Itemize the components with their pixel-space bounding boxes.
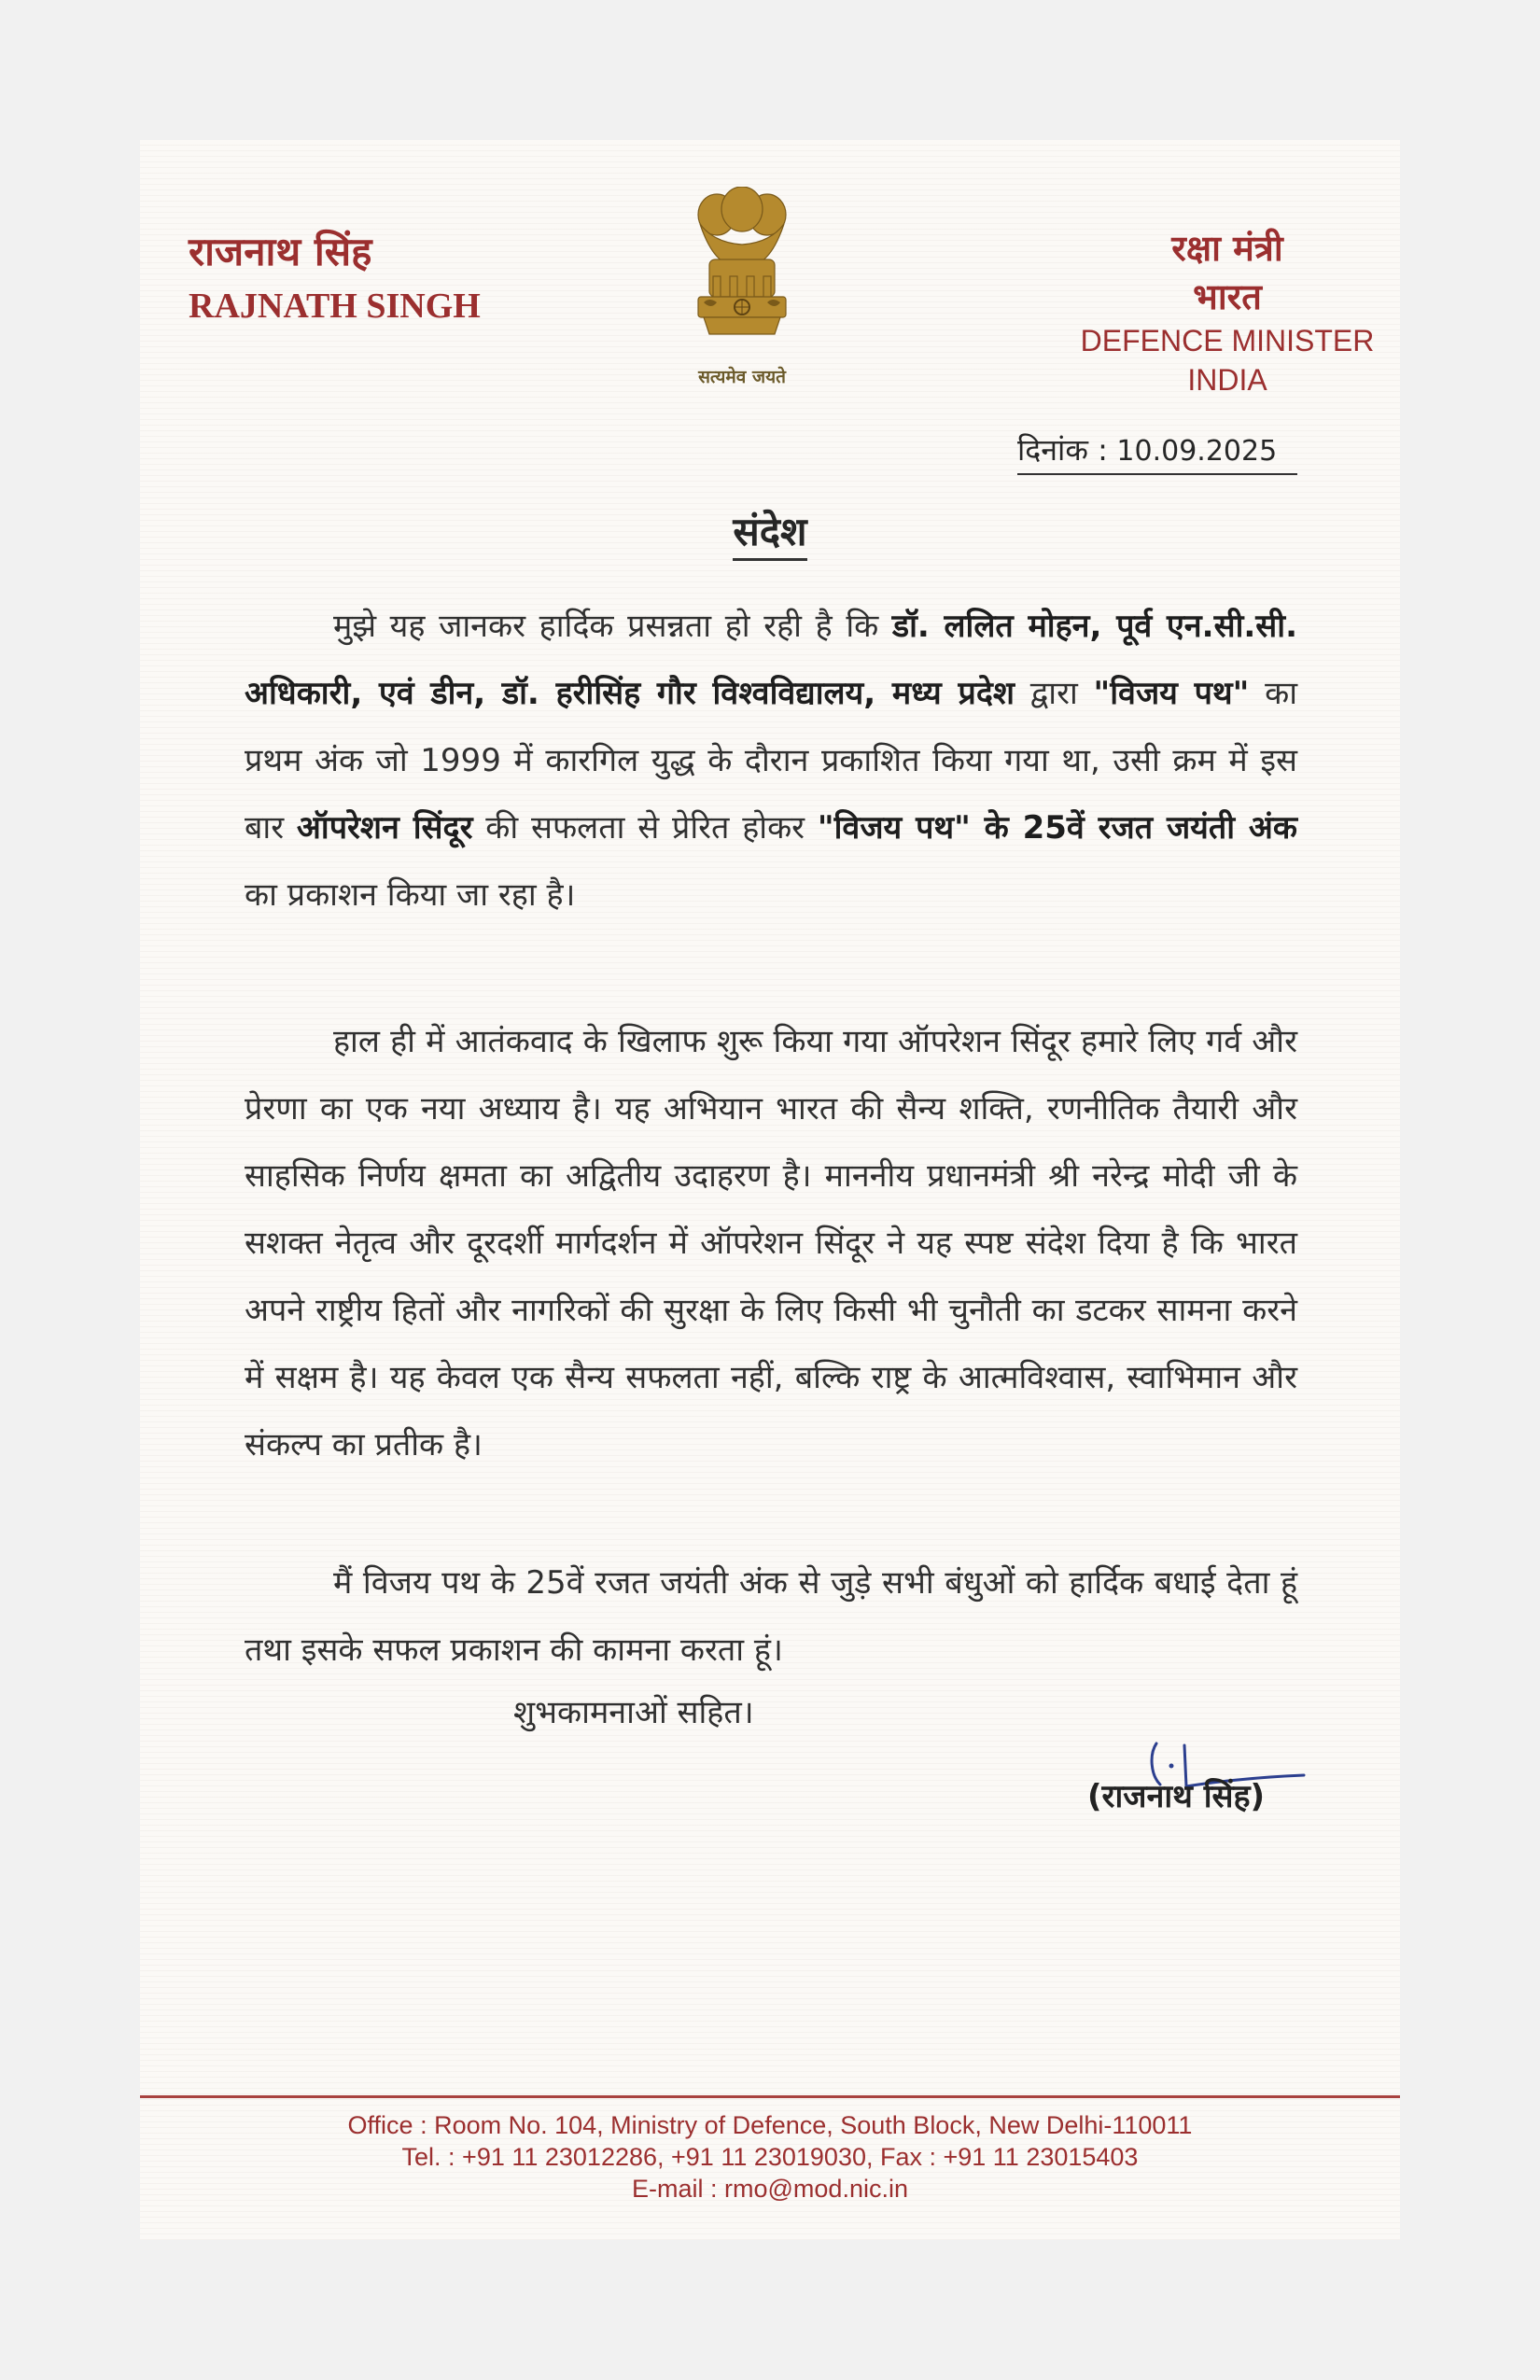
message-paragraph-2: हाल ही में आतंकवाद के खिलाफ शुरू किया गया ऑपरेशन सिंदूर हमारे लिए गर्व और प्रेरणा का एक नया अध्याय है। यह अभियान भारत की सैन्य शक्ति, रणनीतिक तैयारी और साहसिक निर्णय क्षमता का अद्वितीय उदाहरण है। माननीय प्रधानमंत्री श्री नरेन्द्र मोदी जी के सशक्त नेतृत्व और दूरदर्शी मार्गदर्शन में ऑपरेशन सिंदूर ने यह स्पष्ट संदेश दिया है कि भारत अपने राष्ट्रीय हितों और नागरिकों की सुरक्षा के लिए किसी भी चुनौती का डटकर सामना करने में सक्षम है। यह केवल एक सैन्य सफलता नहीं, बल्कि राष्ट्र के आत्मविश्वास, स्वाभिमान और संकल्प का प्रतीक है। bbox=[245, 1023, 1297, 1463]
sender-name-hindi: राजनाथ सिंह bbox=[189, 229, 372, 274]
designation-hindi: रक्षा मंत्री bbox=[1171, 227, 1283, 269]
date-label: दिनांक : bbox=[1017, 432, 1108, 468]
magazine-name: "विजय पथ" bbox=[1093, 675, 1250, 712]
operation-name: ऑपरेशन सिंदूर bbox=[296, 809, 473, 847]
date-value: 10.09.2025 bbox=[1116, 435, 1278, 468]
closing-line: शुभकामनाओं सहित। bbox=[513, 1694, 754, 1731]
jubilee-issue: "विजय पथ" के 25वें रजत जयंती अंक bbox=[817, 809, 1298, 847]
letter-page bbox=[140, 140, 1400, 2240]
honoree-details: डॉ. ललित मोहन, पूर्व एन.सी.सी. अधिकारी, एवं डीन, डॉ. हरीसिंह गौर विश्वविद्यालय, मध्य प्रदेश bbox=[245, 608, 1297, 712]
letter-date bbox=[1017, 429, 1297, 475]
letter-heading bbox=[140, 504, 1400, 557]
footer-office-address: Office : Room No. 104, Ministry of Defence, South Block, New Delhi-110011 bbox=[347, 2111, 1193, 2139]
footer-email: E-mail : rmo@mod.nic.in bbox=[632, 2175, 908, 2203]
designation-block bbox=[1073, 224, 1381, 399]
message-paragraph-1: मुझे यह जानकर हार्दिक प्रसन्नता हो रही है कि डॉ. ललित मोहन, पूर्व एन.सी.सी. अधिकारी, एवं डीन, डॉ. हरीसिंह गौर विश्वविद्यालय, मध्य प्रदेश द्वारा "विजय पथ" का प्रथम अंक जो 1999 में कारगिल युद्ध के दौरान प्रकाशित किया गया था, उसी क्रम में इस बार ऑपरेशन सिंदूर की सफलता से प्रेरित होकर "विजय पथ" के 25वें रजत जयंती अंक का प्रकाशन किया जा रहा है। bbox=[245, 608, 1298, 914]
national-emblem-icon bbox=[681, 187, 803, 336]
designation-english: DEFENCE MINISTER bbox=[1080, 324, 1375, 357]
signatory-name: (राजनाथ सिंह) bbox=[1087, 1778, 1266, 1815]
emblem-motto: सत्यमेव जयते bbox=[698, 367, 786, 387]
footer-phone-fax: Tel. : +91 11 23012286, +91 11 23019030, Fax : +91 11 23015403 bbox=[401, 2143, 1139, 2171]
message-paragraph-3: मैं विजय पथ के 25वें रजत जयंती अंक से जुड़े सभी बंधुओं को हार्दिक बधाई देता हूं तथा इसके सफल प्रकाशन की कामना करता हूं। bbox=[245, 1564, 1297, 1669]
country-english: INDIA bbox=[1187, 363, 1267, 397]
footer-divider bbox=[140, 2095, 1400, 2098]
country-hindi: भारत bbox=[1193, 275, 1262, 317]
office-address-footer bbox=[140, 2109, 1400, 2205]
heading-text: संदेश bbox=[733, 509, 806, 561]
sender-name-english: RAJNATH SINGH bbox=[189, 287, 481, 326]
